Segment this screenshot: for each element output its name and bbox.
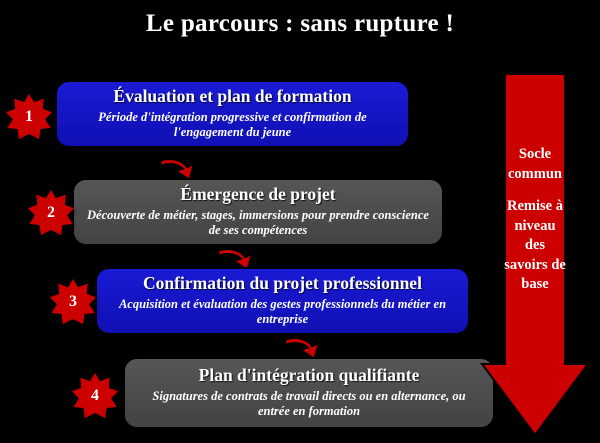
connector-arrow-1-icon xyxy=(160,158,194,180)
step-1-title: Évaluation et plan de formation xyxy=(113,86,352,107)
step-4-subtitle: Signatures de contrats de travail directs ou en alternance, ou entrée en formation xyxy=(152,388,466,419)
step-3-number: 3 xyxy=(69,293,77,310)
step-badge-1 xyxy=(6,94,52,140)
connector-arrow-3-icon xyxy=(285,337,319,359)
side-arrow-line-1: Socle xyxy=(518,146,552,162)
step-4-number: 4 xyxy=(91,387,99,404)
step-3-title: Confirmation du projet professionnel xyxy=(143,273,422,294)
step-box-2[interactable] xyxy=(72,178,444,246)
step-badge-2 xyxy=(28,190,74,236)
step-badge-4 xyxy=(72,373,118,419)
step-2-title: Émergence de projet xyxy=(180,184,336,205)
side-arrow-line-5: des xyxy=(524,237,546,254)
side-arrow-line-2: commun xyxy=(508,165,562,182)
page-title: Le parcours : sans rupture ! xyxy=(145,10,455,37)
step-box-3[interactable] xyxy=(95,267,470,335)
step-badge-3 xyxy=(50,279,96,325)
step-box-4[interactable] xyxy=(123,357,495,429)
step-3-subtitle: Acquisition et évaluation des gestes professionnels du métier en entreprise xyxy=(118,296,447,327)
step-2-number: 2 xyxy=(47,204,55,221)
step-2-subtitle: Découverte de métier, stages, immersions pour prendre conscience de ses compétences xyxy=(87,207,429,238)
step-4-title: Plan d'intégration qualifiante xyxy=(198,365,420,386)
step-1-number: 1 xyxy=(25,108,33,125)
side-arrow-line-3: Remise à xyxy=(507,198,563,215)
side-arrow-line-7: base xyxy=(521,276,549,293)
step-1-subtitle: Période d'intégration progressive et confirmation de l'engagement du jeune xyxy=(98,109,367,140)
down-arrow-icon xyxy=(480,72,590,437)
side-arrow-line-4: niveau xyxy=(514,217,556,234)
step-box-1[interactable] xyxy=(55,80,410,148)
side-arrow-line-6: savoirs de xyxy=(504,256,566,273)
